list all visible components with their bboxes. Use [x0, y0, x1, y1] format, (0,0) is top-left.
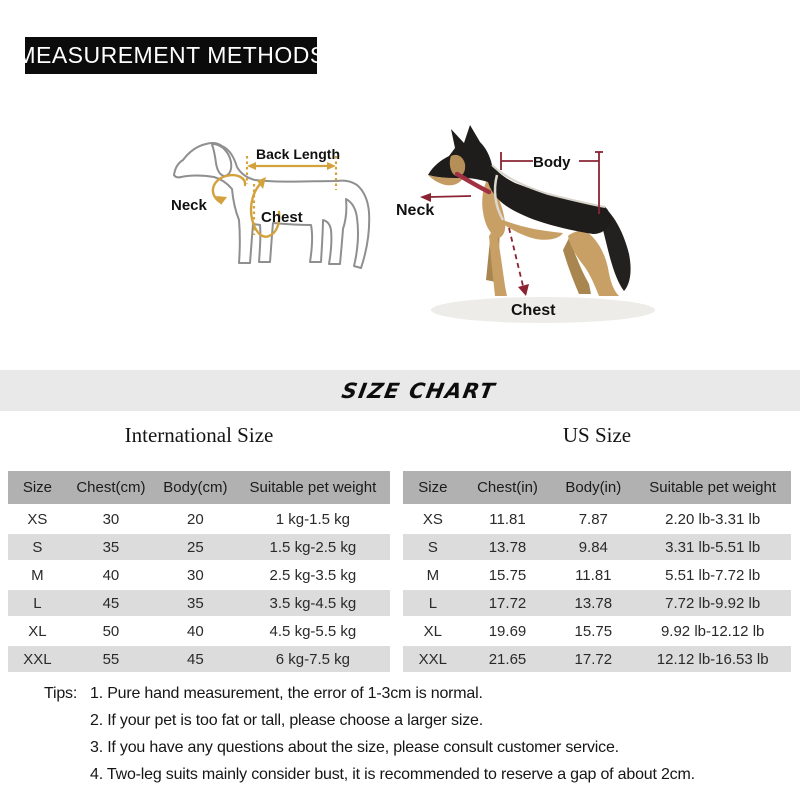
table-cell: 2.20 lb-3.31 lb	[634, 506, 791, 532]
table-cell: L	[403, 590, 463, 616]
tips-list	[90, 680, 784, 788]
column-header: Suitable pet weight	[236, 471, 390, 504]
table-cell: L	[8, 590, 67, 616]
chest-dashed-line	[509, 228, 523, 286]
table-row	[8, 646, 390, 672]
table-row	[8, 618, 390, 644]
table-cell: 19.69	[463, 618, 553, 644]
tip-item: 2. If your pet is too fat or tall, please choose a larger size.	[90, 712, 483, 729]
table-row	[403, 646, 791, 672]
table-cell: 11.81	[552, 562, 634, 588]
table-row	[8, 562, 390, 588]
table-cell: XL	[8, 618, 67, 644]
table-cell: 9.92 lb-12.12 lb	[634, 618, 791, 644]
table-cell: 4.5 kg-5.5 kg	[236, 618, 390, 644]
table-cell: 17.72	[463, 590, 553, 616]
arrowhead-right-icon	[327, 162, 336, 170]
table-cell: 40	[67, 562, 155, 588]
table-cell: 11.81	[463, 506, 553, 532]
table-cell: 21.65	[463, 646, 553, 672]
table-cell: XL	[403, 618, 463, 644]
table-header-row	[8, 471, 390, 504]
column-header: Body(in)	[552, 471, 634, 504]
table-cell: 13.78	[552, 590, 634, 616]
size-chart-title: SIZE CHART	[340, 378, 498, 403]
tip-item: 4. Two-leg suits mainly consider bust, it is recommended to reserve a gap of about 2cm.	[90, 766, 695, 783]
table-cell: 30	[155, 562, 236, 588]
table-cell: 7.72 lb-9.92 lb	[634, 590, 791, 616]
table-cell: 3.5 kg-4.5 kg	[236, 590, 390, 616]
table-cell: 45	[67, 590, 155, 616]
table-cell: 40	[155, 618, 236, 644]
table-cell: 17.72	[552, 646, 634, 672]
photo-neck-label: Neck	[396, 202, 435, 219]
table-row	[403, 618, 791, 644]
table-row	[403, 506, 791, 532]
table-cell: XS	[403, 506, 463, 532]
table-cell: 30	[67, 506, 155, 532]
table-cell: 25	[155, 534, 236, 560]
table-cell: 12.12 lb-16.53 lb	[634, 646, 791, 672]
tips-label: Tips:	[44, 685, 78, 702]
column-header: Suitable pet weight	[634, 471, 791, 504]
table-cell: 13.78	[463, 534, 553, 560]
table-row	[403, 562, 791, 588]
table-cell: 20	[155, 506, 236, 532]
table-cell: XXL	[403, 646, 463, 672]
neck-arrow-line	[429, 196, 471, 197]
table-cell: S	[8, 534, 67, 560]
tips-section	[44, 680, 784, 788]
arrowhead-left-icon	[247, 162, 256, 170]
column-header: Size	[403, 471, 463, 504]
international-size-table	[8, 469, 390, 674]
us-size-title: US Size	[562, 423, 632, 447]
back-length-label: Back Length	[255, 146, 340, 162]
table-cell: 55	[67, 646, 155, 672]
table-cell: S	[403, 534, 463, 560]
column-header: Chest(in)	[463, 471, 553, 504]
table-row	[8, 534, 390, 560]
table-cell: 50	[67, 618, 155, 644]
table-cell: M	[8, 562, 67, 588]
table-cell: 6 kg-7.5 kg	[236, 646, 390, 672]
table-cell: 3.31 lb-5.51 lb	[634, 534, 791, 560]
photo-chest-label: Chest	[511, 302, 556, 319]
table-cell: 1 kg-1.5 kg	[236, 506, 390, 532]
table-header-row	[403, 471, 791, 504]
tip-item: 1. Pure hand measurement, the error of 1-3cm is normal.	[90, 685, 483, 702]
dog-ear	[212, 144, 231, 176]
page-title	[16, 37, 326, 74]
table-cell: XS	[8, 506, 67, 532]
table-cell: XXL	[8, 646, 67, 672]
us-size-table	[403, 469, 791, 674]
photo-body-label: Body	[533, 154, 571, 171]
table-cell: 9.84	[552, 534, 634, 560]
table-row	[403, 534, 791, 560]
international-size-title: International Size	[124, 423, 274, 447]
table-cell: 1.5 kg-2.5 kg	[236, 534, 390, 560]
table-cell: 35	[155, 590, 236, 616]
table-cell: 5.51 lb-7.72 lb	[634, 562, 791, 588]
table-cell: 15.75	[463, 562, 553, 588]
table-row	[8, 590, 390, 616]
column-header: Chest(cm)	[67, 471, 155, 504]
table-row	[8, 506, 390, 532]
table-cell: M	[403, 562, 463, 588]
table-cell: 7.87	[552, 506, 634, 532]
size-chart-banner	[0, 370, 800, 411]
table-cell: 15.75	[552, 618, 634, 644]
tip-item: 3. If you have any questions about the size, please consult customer service.	[90, 739, 619, 756]
chest-arrowhead-icon	[518, 284, 529, 296]
page-title-text: MEASUREMENT METHODS	[16, 42, 326, 68]
sketch-chest-label: Chest	[261, 209, 303, 226]
table-cell: 35	[67, 534, 155, 560]
sketch-neck-label: Neck	[171, 197, 207, 214]
column-header: Body(cm)	[155, 471, 236, 504]
table-cell: 2.5 kg-3.5 kg	[236, 562, 390, 588]
table-cell: 45	[155, 646, 236, 672]
table-row	[403, 590, 791, 616]
column-header: Size	[8, 471, 67, 504]
neck-arrowhead-icon	[420, 193, 431, 202]
